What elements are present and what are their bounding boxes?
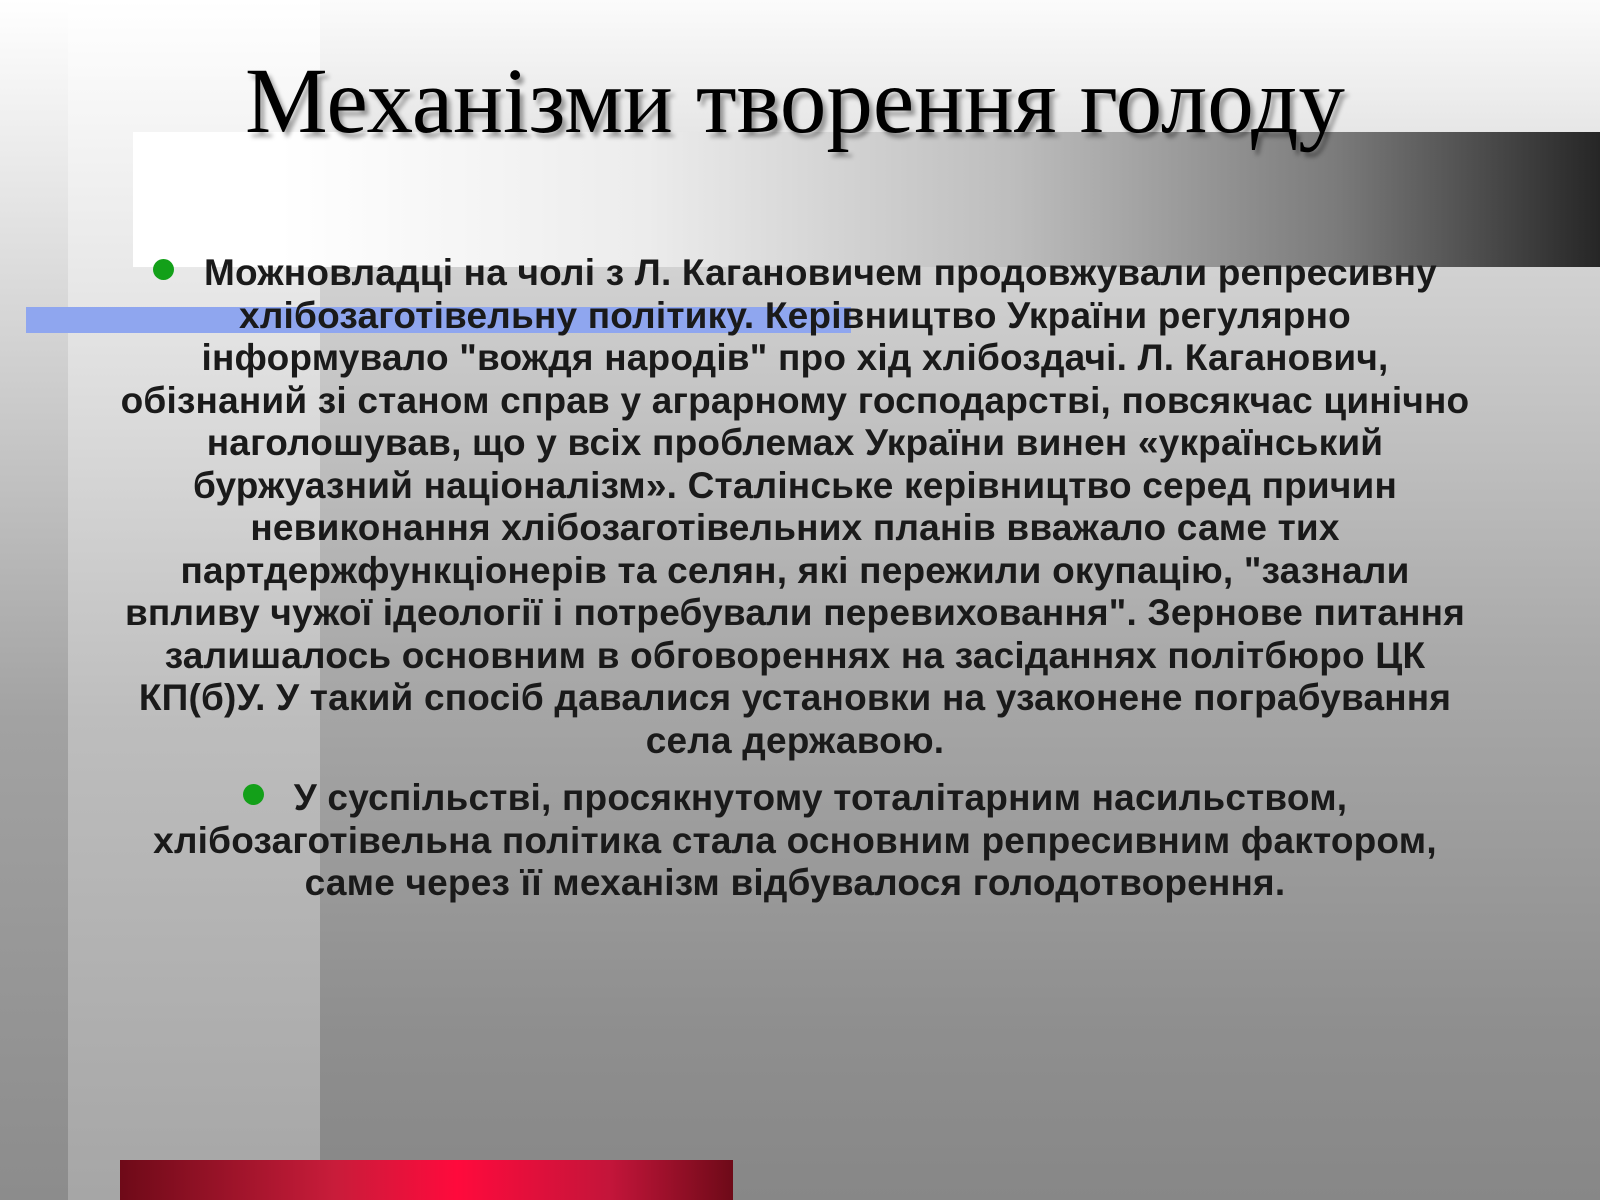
- bullet-text: У суспільстві, просякнутому тоталітарним насильством, хлібозаготівельна політика стала основним репресивним фактором, саме через її механізм відбувалося голодотворення.: [153, 777, 1437, 903]
- red-accent-bar: [120, 1160, 733, 1200]
- bullet-text: Можновладці на чолі з Л. Кагановичем продовжували репресивну хлібозаготівельну політику. Керівництво України регулярно інформувало "вождя народів" про хід хлібоздачі. Л. Каганович, обізнаний зі станом справ у аграрному господарстві, повсякчас цинічно наголошував, що у всіх проблемах України винен «український буржуазний націоналізм». Сталінське керівництво серед причин невиконання хлібозаготівельних планів вважало саме тих партдержфункціонерів та селян, які пережили окупацію, "зазнали впливу чужої ідеології і потребували перевиховання". Зернове питання залишалось основним в обговореннях на засіданнях політбюро ЦК КП(б)У. У такий спосіб давалися установки на узаконене пограбування села державою.: [120, 252, 1470, 761]
- left-decor-strip: [0, 0, 68, 1200]
- slide-title: Механізми творення голоду: [245, 50, 1345, 153]
- bullet-list: [120, 252, 1470, 905]
- bullet-dot-icon: [153, 259, 174, 280]
- bullet-item: [120, 777, 1470, 905]
- bullet-dot-icon: [243, 784, 264, 805]
- bullet-item: [120, 252, 1470, 762]
